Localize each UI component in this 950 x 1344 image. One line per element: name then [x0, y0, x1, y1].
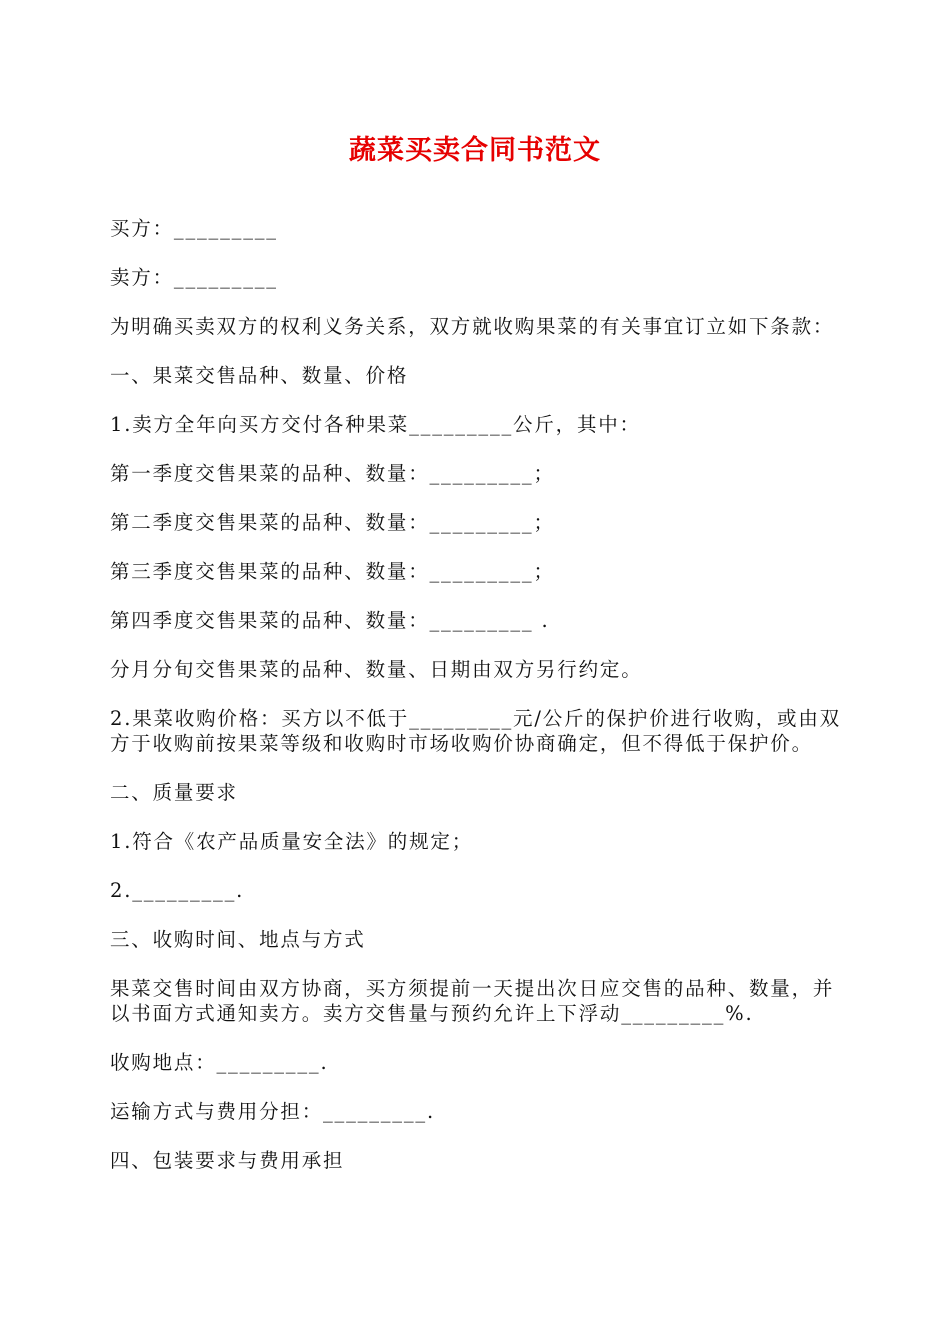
preamble-paragraph: 为明确买卖双方的权利义务关系，双方就收购果菜的有关事宜订立如下条款： [110, 315, 835, 338]
section-heading-3: 三、收购时间、地点与方式 [110, 928, 366, 951]
clause-1-2: 2.果菜收购价格：买方以不低于_________元/公斤的保护价进行收购，或由双方于收购前按果菜等级和收购时市场收购价协商确定，但不得低于保护价。 [110, 707, 841, 755]
clause-2-1: 1.符合《农产品质量安全法》的规定； [110, 830, 474, 853]
clause-2-2: 2._________. [110, 879, 245, 902]
clause-q2: 第二季度交售果菜的品种、数量：_________； [110, 511, 555, 534]
clause-3-time: 果菜交售时间由双方协商，买方须提前一天提出次日应交售的品种、数量，并以书面方式通知卖方。卖方交售量与预约允许上下浮动_________%. [110, 977, 835, 1025]
document-title: 蔬菜买卖合同书范文 [349, 135, 601, 166]
section-heading-1: 一、果菜交售品种、数量、价格 [110, 364, 409, 387]
clause-q4: 第四季度交售果菜的品种、数量：_________ . [110, 609, 550, 632]
clause-monthly: 分月分旬交售果菜的品种、数量、日期由双方另行约定。 [110, 658, 643, 681]
seller-line: 卖方：_________ [110, 266, 278, 289]
clause-q1: 第一季度交售果菜的品种、数量：_________； [110, 462, 555, 485]
section-heading-4: 四、包装要求与费用承担 [110, 1149, 345, 1172]
buyer-line: 买方：_________ [110, 217, 278, 240]
clause-3-place: 收购地点：_________. [110, 1051, 329, 1074]
clause-1-1: 1.卖方全年向买方交付各种果菜_________公斤，其中： [110, 413, 641, 436]
document-body [110, 216, 845, 1197]
clause-3-transport: 运输方式与费用分担：_________. [110, 1100, 435, 1123]
section-heading-2: 二、质量要求 [110, 781, 238, 804]
clause-q3: 第三季度交售果菜的品种、数量：_________； [110, 560, 555, 583]
